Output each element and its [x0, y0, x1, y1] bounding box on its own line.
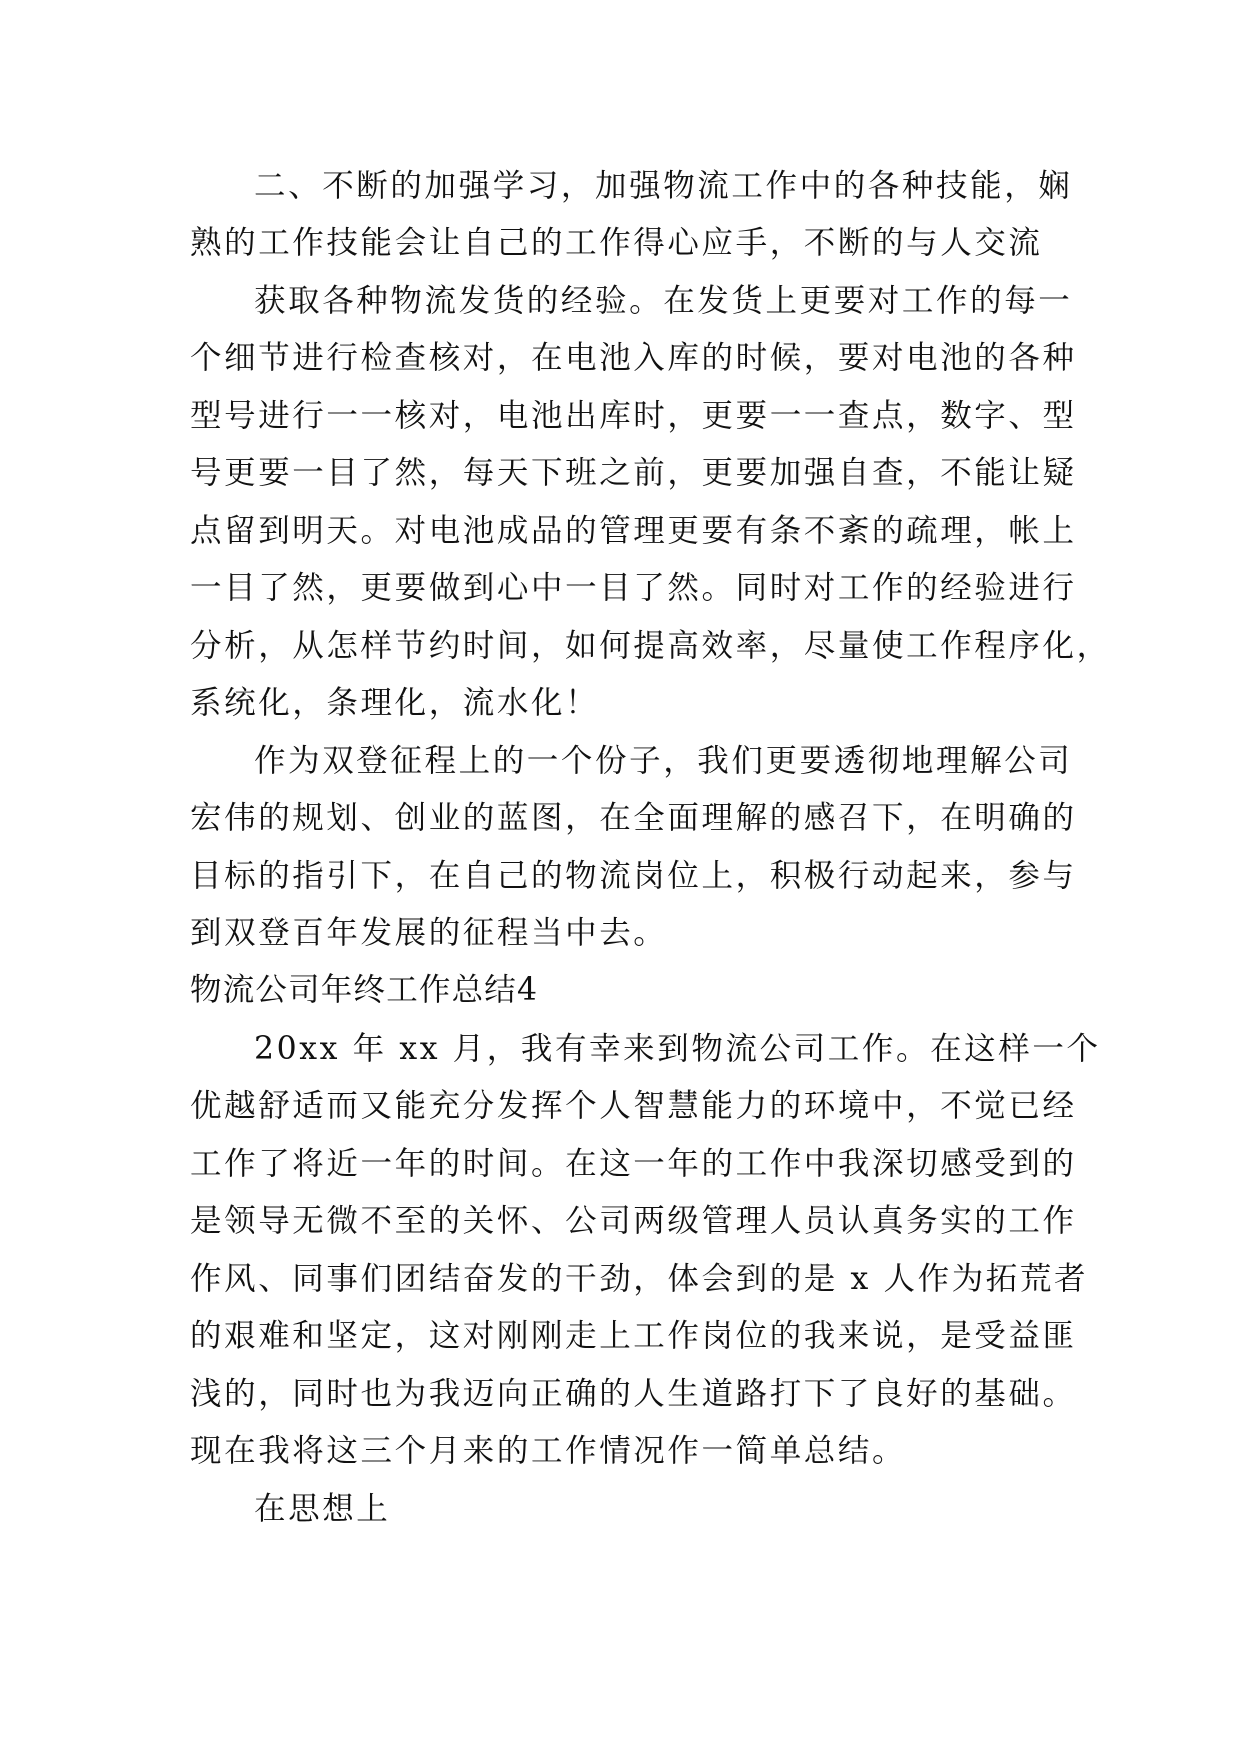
paragraph-line: 号更要一目了然，每天下班之前，更要加强自查，不能让疑: [190, 455, 1077, 491]
paragraph-line: 点留到明天。对电池成品的管理更要有条不紊的疏理，帐上: [190, 513, 1077, 549]
paragraph-line: 20xx 年 xx 月，我有幸来到物流公司工作。在这样一个: [254, 1031, 1101, 1067]
paragraph-line: 分析，从怎样节约时间，如何提高效率，尽量使工作程序化，: [190, 628, 1111, 664]
paragraph-line: 二、不断的加强学习，加强物流工作中的各种技能，娴: [254, 168, 1073, 204]
paragraph-line: 目标的指引下，在自己的物流岗位上，积极行动起来，参与: [190, 858, 1077, 894]
paragraph-line: 浅的，同时也为我迈向正确的人生道路打下了良好的基础。: [190, 1376, 1077, 1412]
paragraph-line: 系统化，条理化，流水化！: [190, 685, 600, 721]
paragraph-line: 是领导无微不至的关怀、公司两级管理人员认真务实的工作: [190, 1203, 1077, 1239]
paragraph-line: 型号进行一一核对，电池出库时，更要一一查点，数字、型: [190, 398, 1077, 434]
paragraph-line: 在思想上: [254, 1491, 391, 1527]
paragraph-line: 个细节进行检查核对，在电池入库的时候，要对电池的各种: [190, 340, 1077, 376]
section-heading: 物流公司年终工作总结4: [190, 972, 539, 1008]
paragraph-line: 工作了将近一年的时间。在这一年的工作中我深切感受到的: [190, 1146, 1077, 1182]
paragraph-line: 作为双登征程上的一个份子，我们更要透彻地理解公司: [254, 743, 1073, 779]
paragraph-line: 获取各种物流发货的经验。在发货上更要对工作的每一: [254, 283, 1073, 319]
paragraph-line: 现在我将这三个月来的工作情况作一简单总结。: [190, 1433, 907, 1469]
paragraph-line: 一目了然，更要做到心中一目了然。同时对工作的经验进行: [190, 570, 1077, 606]
paragraph-line: 宏伟的规划、创业的蓝图，在全面理解的感召下，在明确的: [190, 800, 1077, 836]
paragraph-line: 到双登百年发展的征程当中去。: [190, 915, 668, 951]
paragraph-line: 优越舒适而又能充分发挥个人智慧能力的环境中，不觉已经: [190, 1088, 1077, 1124]
paragraph-line: 作风、同事们团结奋发的干劲，体会到的是 x 人作为拓荒者: [190, 1261, 1089, 1297]
paragraph-line: 的艰难和坚定，这对刚刚走上工作岗位的我来说，是受益匪: [190, 1318, 1077, 1354]
paragraph-line: 熟的工作技能会让自己的工作得心应手，不断的与人交流: [190, 225, 1043, 261]
